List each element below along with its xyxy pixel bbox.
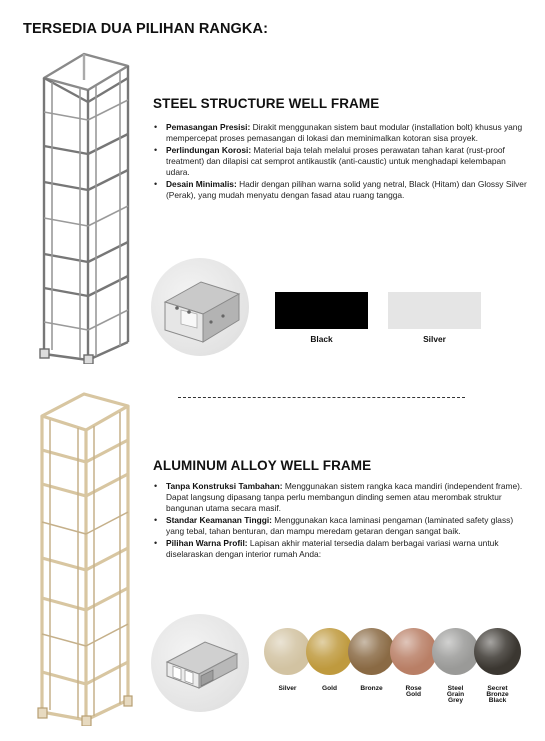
steel-channel-profile-icon (151, 258, 249, 356)
aluminum-extrusion-profile-icon (151, 614, 249, 712)
aluminum-color-label: Gold (321, 685, 338, 692)
aluminum-feature-text: Menggunakan sistem rangka kaca mandiri (independent frame). Dapat langsung dipasang tanpa perlu membangun dinding semen atau merombak struktur bangunan utama secara masif. (166, 481, 523, 513)
aluminum-feature-item (153, 515, 531, 537)
aluminum-feature-text: Lapisan akhir material tersedia dalam berbagai variasi warna untuk diselaraskan dengan interior rumah Anda: (166, 538, 499, 559)
aluminum-section-title: ALUMINUM ALLOY WELL FRAME (153, 458, 372, 473)
aluminum-color-swatch (390, 628, 437, 675)
aluminum-feature-text: Menggunakan kaca laminasi pengaman (laminated safety glass) yang tebal, tahan benturan, dan mampu meredam getaran dengan sangat baik. (166, 515, 514, 536)
steel-feature-item (153, 179, 531, 201)
steel-feature-text: Hadir dengan pilihan warna solid yang netral, Black (Hitam) dan Glossy Silver (Perak), yang mudah menyatu dengan fasad atau ruang tangga. (166, 179, 527, 200)
aluminum-color-label: Bronze (360, 685, 383, 692)
steel-feature-heading: Perlindungan Korosi: (166, 145, 252, 155)
aluminum-feature-heading: Pilihan Warna Profil: (166, 538, 248, 548)
page-title: TERSEDIA DUA PILIHAN RANGKA: (23, 21, 269, 37)
aluminum-color-swatch (306, 628, 353, 675)
steel-feature-item (153, 145, 531, 178)
section-divider (178, 397, 465, 398)
aluminum-feature-heading: Standar Keamanan Tinggi: (166, 515, 272, 525)
silver-color-swatch (388, 292, 481, 329)
steel-frame-illustration (30, 42, 134, 364)
steel-feature-heading: Desain Minimalis: (166, 179, 237, 189)
aluminum-color-swatch (348, 628, 395, 675)
aluminum-feature-item (153, 538, 531, 560)
steel-feature-list (153, 122, 531, 202)
aluminum-color-label: Silver (278, 685, 297, 692)
steel-feature-text: Dirakit menggunakan sistem baut modular (installation bolt) khusus yang mempercepat proses pemasangan di lokasi dan meminimalkan kotoran sisa proyek. (166, 122, 523, 143)
aluminum-feature-item (153, 481, 531, 514)
aluminum-feature-list (153, 481, 531, 561)
steel-feature-text: Material baja telah melalui proses perawatan tahan karat (rust-proof treatment) dan dilapisi cat semprot antikaustik (anti-caustic) untuk menghadapi kelembapan udara. (166, 145, 506, 177)
aluminum-feature-heading: Tanpa Konstruksi Tambahan: (166, 481, 283, 491)
black-swatch-label: Black (310, 334, 333, 344)
steel-feature-item (153, 122, 531, 144)
steel-section-title: STEEL STRUCTURE WELL FRAME (153, 96, 380, 111)
aluminum-color-swatch (264, 628, 311, 675)
aluminum-color-label: Secret Bronze Black (486, 685, 509, 705)
aluminum-frame-illustration (30, 386, 134, 726)
black-color-swatch (275, 292, 368, 329)
steel-feature-heading: Pemasangan Presisi: (166, 122, 251, 132)
aluminum-color-swatch (432, 628, 479, 675)
aluminum-color-label: Steel Grain Grey (446, 685, 465, 705)
steel-profile-image (151, 258, 249, 356)
silver-swatch-label: Silver (423, 334, 446, 344)
aluminum-color-label: Rose Gold (405, 685, 422, 699)
aluminum-profile-image (151, 614, 249, 712)
aluminum-color-swatch (474, 628, 521, 675)
